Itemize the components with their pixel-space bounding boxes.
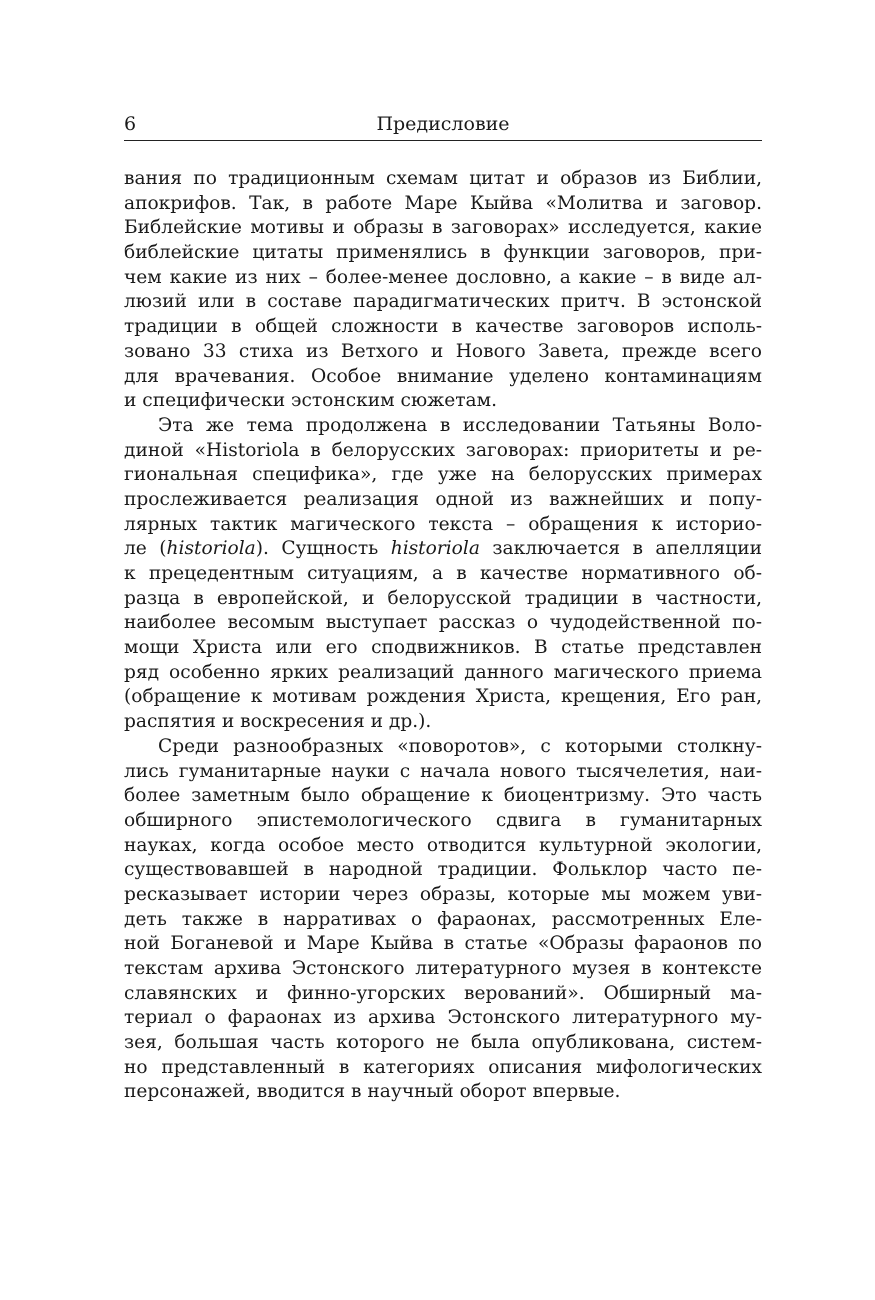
text-line: и специфически эстонским сюжетам. — [124, 390, 498, 412]
text-line: славянских и финно-угорских верований». Обширный ма- — [124, 982, 762, 1004]
text-line: зовано 33 стиха из Ветхого и Нового Завета, прежде всего — [124, 340, 762, 362]
text-line: Библейские мотивы и образы в заговорах» исследуется, какие — [124, 217, 762, 239]
body-text — [124, 167, 762, 1105]
text-line: традиции в общей сложности в качестве заговоров исполь- — [124, 316, 762, 338]
italic-term: historiola — [390, 538, 480, 560]
text-line: ной Боганевой и Маре Кыйва в статье «Образы фараонов по — [124, 933, 762, 955]
text-line: текстам архива Эстонского литературного музея в контексте — [124, 958, 762, 979]
text-line: мощи Христа или его сподвижников. В статье представлен — [124, 637, 762, 659]
text-line: ресказывает истории через образы, которые мы можем уви- — [124, 883, 762, 905]
running-head — [124, 112, 762, 141]
text-line: диной «Historiola в белорусских заговорах: приоритеты и ре- — [124, 439, 762, 461]
text-line: для врачевания. Особое внимание уделено контаминациям — [124, 365, 762, 387]
page-number: 6 — [124, 113, 137, 135]
text-line: распятия и воскресения и др.). — [124, 711, 432, 733]
text-line: Среди разнообразных «поворотов», с которыми столкну- — [158, 735, 762, 757]
text-line: деть также в нарративах о фараонах, рассмотренных Еле- — [124, 908, 762, 930]
text-line: к прецедентным ситуациям, а в качестве нормативного об- — [124, 563, 762, 584]
text-line: чем какие из них – более-менее дословно, а какие – в виде ал- — [124, 266, 762, 288]
text-line: более заметным было обращение к биоцентризму. Это часть — [124, 785, 762, 807]
text-line: существовавшей в народной традиции. Фольклор часто пе- — [124, 859, 762, 881]
text-line: обширного эпистемологического сдвига в гуманитарных — [124, 809, 762, 831]
text-line: разца в европейской, и белорусской традиции в частности, — [124, 587, 762, 609]
paragraph — [124, 167, 762, 414]
paragraph — [124, 414, 762, 735]
text-line: лись гуманитарные науки с начала нового тысячелетия, наи- — [124, 760, 762, 782]
text-line: люзий или в составе парадигматических притч. В эстонской — [124, 291, 762, 313]
text-line: гиональная специфика», где уже на белорусских примерах — [124, 464, 762, 486]
text-line: науках, когда особое место отводится культурной экологии, — [124, 834, 762, 856]
italic-term: historiola — [166, 538, 256, 560]
text-line: (обращение к мотивам рождения Христа, крещения, Его ран, — [124, 686, 762, 708]
text-line: териал о фараонах из архива Эстонского литературного му- — [124, 1007, 762, 1029]
text-line: Эта же тема продолжена в исследовании Татьяны Воло- — [158, 414, 762, 436]
text-line: но представленный в категориях описания мифологических — [124, 1056, 762, 1078]
text-line: наиболее весомым выступает рассказ о чудодейственной по- — [124, 612, 762, 634]
text-line: ряд особенно ярких реализаций данного магического приема — [124, 661, 762, 683]
text-line: библейские цитаты применялись в функции заговоров, при- — [124, 242, 762, 264]
text-line: ле (historiola). Сущность historiola заключается в апелляции — [124, 538, 763, 560]
section-title: Предисловие — [376, 113, 510, 135]
text-line: вания по традиционным схемам цитат и образов из Библии, — [124, 168, 762, 189]
text-line: зея, большая часть которого не была опубликована, систем- — [124, 1032, 762, 1054]
text-line: апокрифов. Так, в работе Маре Кыйва «Молитва и заговор. — [124, 192, 762, 214]
text-line: лярных тактик магического текста – обращения к историо- — [124, 513, 762, 535]
text-line: прослеживается реализация одной из важнейших и попу- — [124, 488, 762, 510]
text-line: персонажей, вводится в научный оборот впервые. — [124, 1081, 621, 1103]
paragraph — [124, 735, 762, 1105]
